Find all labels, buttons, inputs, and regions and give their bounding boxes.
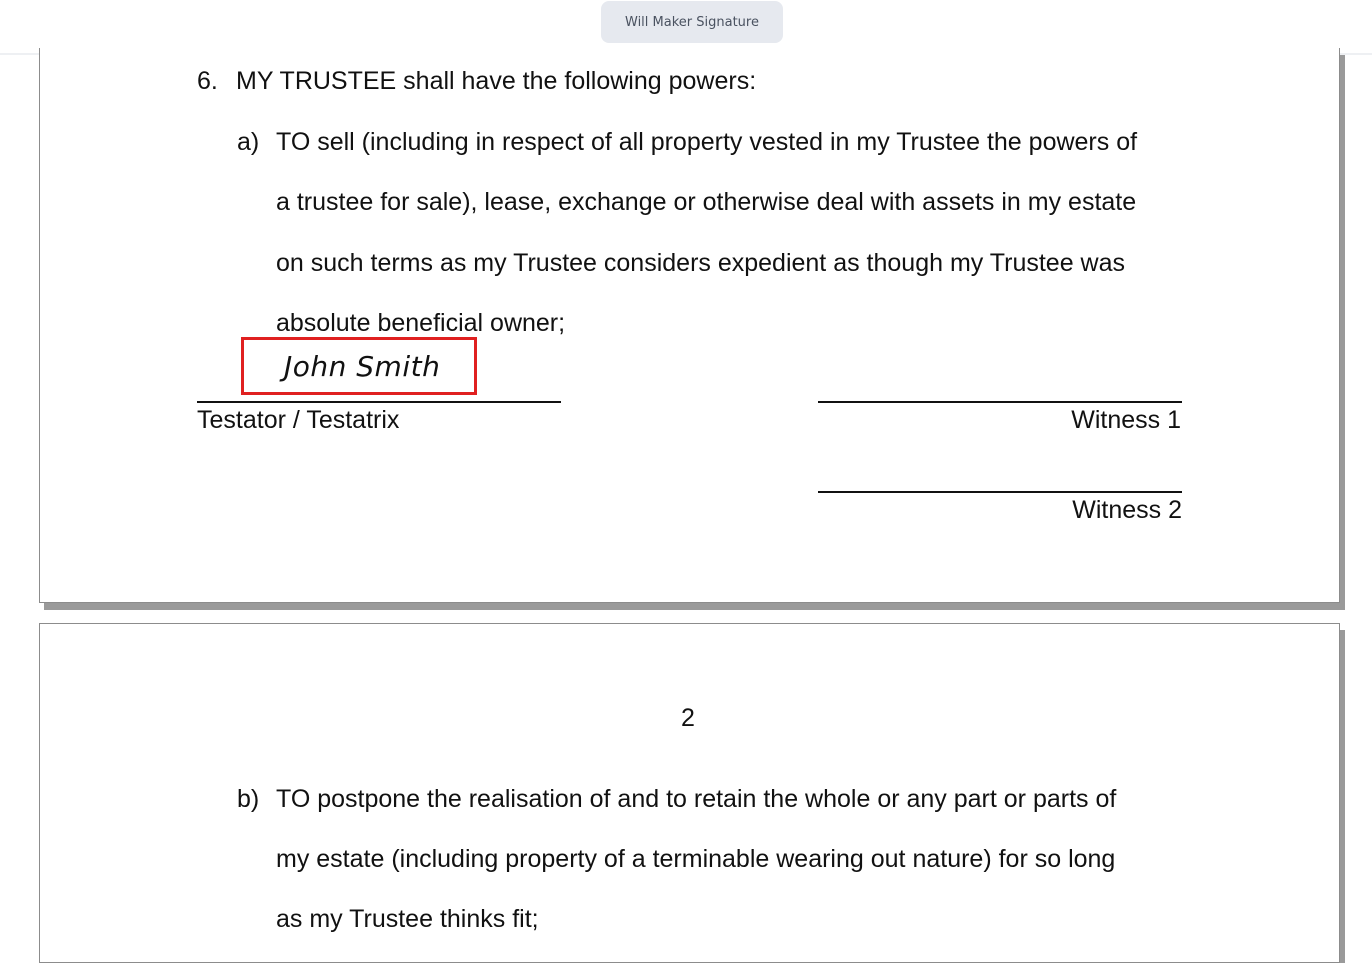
testator-signature-field[interactable] [241,337,477,395]
item-a-line: a trustee for sale), lease, exchange or otherwise deal with assets in my estate [276,188,1137,216]
item-b-line: as my Trustee thinks fit; [276,905,539,933]
item-b-marker: b) [237,785,260,813]
testator-label: Testator / Testatrix [197,406,400,434]
witness1-signature-line [818,401,1182,403]
testator-signature-line [197,401,561,403]
item-a-marker: a) [237,128,260,156]
item-b-line: TO postpone the realisation of and to retain the whole or any part or parts of [276,785,1117,813]
item-a-line: on such terms as my Trustee considers expedient as though my Trustee was [276,249,1126,277]
will-maker-signature-tab[interactable]: Will Maker Signature [601,1,783,43]
witness1-label: Witness 1 [1071,406,1181,434]
item-b-line: my estate (including property of a terminable wearing out nature) for so long [276,845,1116,873]
page-number: 2 [681,704,695,732]
document-page-1 [39,48,1340,603]
witness2-signature-line [818,491,1182,493]
document-page-2 [39,623,1340,963]
item-a-line: absolute beneficial owner; [276,309,566,337]
witness2-label: Witness 2 [1072,496,1182,524]
item-a-line: TO sell (including in respect of all property vested in my Trustee the powers of [276,128,1138,156]
clause-number: 6. [197,67,218,95]
clause-heading: MY TRUSTEE shall have the following powers: [236,67,757,95]
signature-value: John Smith [284,350,441,383]
